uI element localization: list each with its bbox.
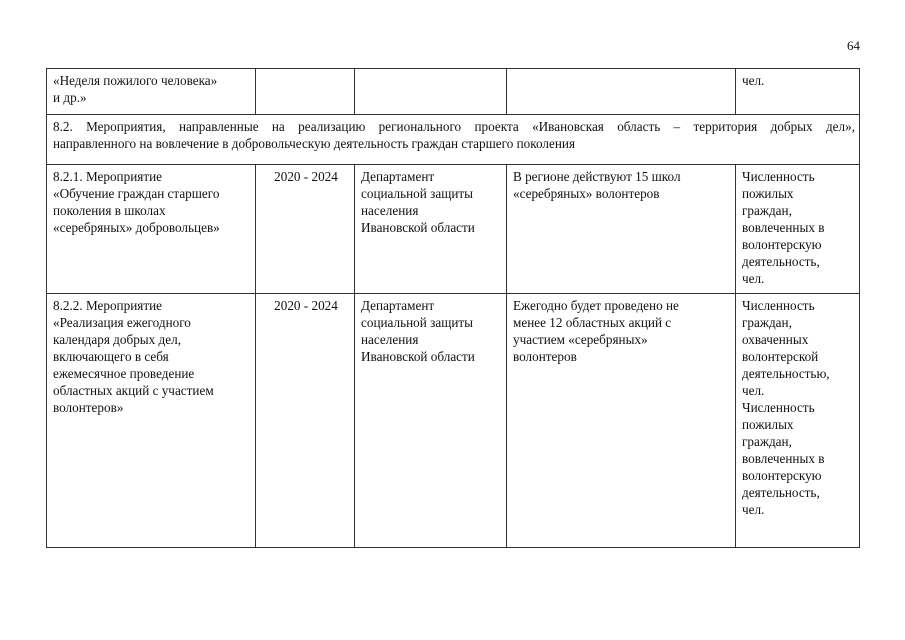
text-line: Численность bbox=[742, 169, 815, 184]
result-cell bbox=[507, 165, 736, 294]
section-row bbox=[47, 115, 860, 165]
text-line: «серебряных» волонтеров bbox=[513, 186, 660, 201]
text-line: деятельность, bbox=[742, 254, 820, 269]
text-line: вовлеченных в bbox=[742, 220, 825, 235]
text-line: волонтеров bbox=[513, 349, 577, 364]
measure-title-cell bbox=[47, 165, 256, 294]
period-cell: 2020 - 2024 bbox=[256, 165, 355, 294]
text-line: менее 12 областных акций с bbox=[513, 315, 672, 330]
period-cell bbox=[256, 69, 355, 115]
text-line: волонтерскую bbox=[742, 468, 822, 483]
text-line: Ежегодно будет проведено не bbox=[513, 298, 679, 313]
text-line: волонтерской bbox=[742, 349, 819, 364]
text-line: населения bbox=[361, 203, 419, 218]
text-line: граждан, bbox=[742, 434, 792, 449]
executor-cell bbox=[355, 294, 507, 548]
executor-cell bbox=[355, 165, 507, 294]
text-line: граждан, bbox=[742, 315, 792, 330]
text-line: деятельностью, bbox=[742, 366, 830, 381]
text-line: «Неделя пожилого человека» bbox=[53, 73, 218, 88]
text-line: Численность bbox=[742, 400, 815, 415]
text-line: «Обучение граждан старшего bbox=[53, 186, 220, 201]
text-line: ежемесячное проведение bbox=[53, 366, 195, 381]
text-line: 8.2.2. Мероприятие bbox=[53, 298, 163, 313]
text-line: В регионе действуют 15 школ bbox=[513, 169, 681, 184]
text-line: чел. bbox=[742, 383, 765, 398]
table-row bbox=[47, 165, 860, 294]
measures-table bbox=[46, 68, 860, 548]
text-line: социальной защиты bbox=[361, 186, 474, 201]
section-heading-line: направленного на вовлечение в добровольческую деятельность граждан старшего поколения bbox=[53, 136, 576, 151]
text-line: пожилых bbox=[742, 417, 794, 432]
measure-title-cell bbox=[47, 69, 256, 115]
text-line: 8.2.1. Мероприятие bbox=[53, 169, 163, 184]
indicator-cell bbox=[736, 294, 860, 548]
text-line: пожилых bbox=[742, 186, 794, 201]
text-line: деятельность, bbox=[742, 485, 820, 500]
page-number: 64 bbox=[847, 38, 860, 53]
table-row bbox=[47, 294, 860, 548]
measure-title-cell bbox=[47, 294, 256, 548]
result-cell bbox=[507, 294, 736, 548]
executor-cell bbox=[355, 69, 507, 115]
text-line: граждан, bbox=[742, 203, 792, 218]
text-line: чел. bbox=[742, 502, 765, 517]
text-line: волонтеров» bbox=[53, 400, 124, 415]
text-line: Департамент bbox=[361, 169, 435, 184]
indicator-cell bbox=[736, 69, 860, 115]
text-line: и др.» bbox=[53, 90, 87, 105]
table-row-continuation bbox=[47, 69, 860, 115]
text-line: Ивановской области bbox=[361, 349, 475, 364]
text-line: населения bbox=[361, 332, 419, 347]
indicator-cell bbox=[736, 165, 860, 294]
text-line: охваченных bbox=[742, 332, 809, 347]
text-line: чел. bbox=[742, 73, 765, 88]
period-cell: 2020 - 2024 bbox=[256, 294, 355, 548]
text-line: вовлеченных в bbox=[742, 451, 825, 466]
text-line: Численность bbox=[742, 298, 815, 313]
text-line: волонтерскую bbox=[742, 237, 822, 252]
text-line: «Реализация ежегодного bbox=[53, 315, 191, 330]
section-heading-line: 8.2. Мероприятия, направленные на реализацию регионального проекта «Ивановская область – территория добрых дел», bbox=[53, 119, 855, 134]
text-line: областных акций с участием bbox=[53, 383, 214, 398]
text-line: включающего в себя bbox=[53, 349, 169, 364]
text-line: чел. bbox=[742, 271, 765, 286]
result-cell bbox=[507, 69, 736, 115]
text-line: поколения в школах bbox=[53, 203, 166, 218]
text-line: участием «серебряных» bbox=[513, 332, 648, 347]
text-line: социальной защиты bbox=[361, 315, 474, 330]
text-line: Департамент bbox=[361, 298, 435, 313]
text-line: Ивановской области bbox=[361, 220, 475, 235]
text-line: «серебряных» добровольцев» bbox=[53, 220, 220, 235]
text-line: календаря добрых дел, bbox=[53, 332, 181, 347]
section-heading-cell bbox=[47, 115, 860, 165]
